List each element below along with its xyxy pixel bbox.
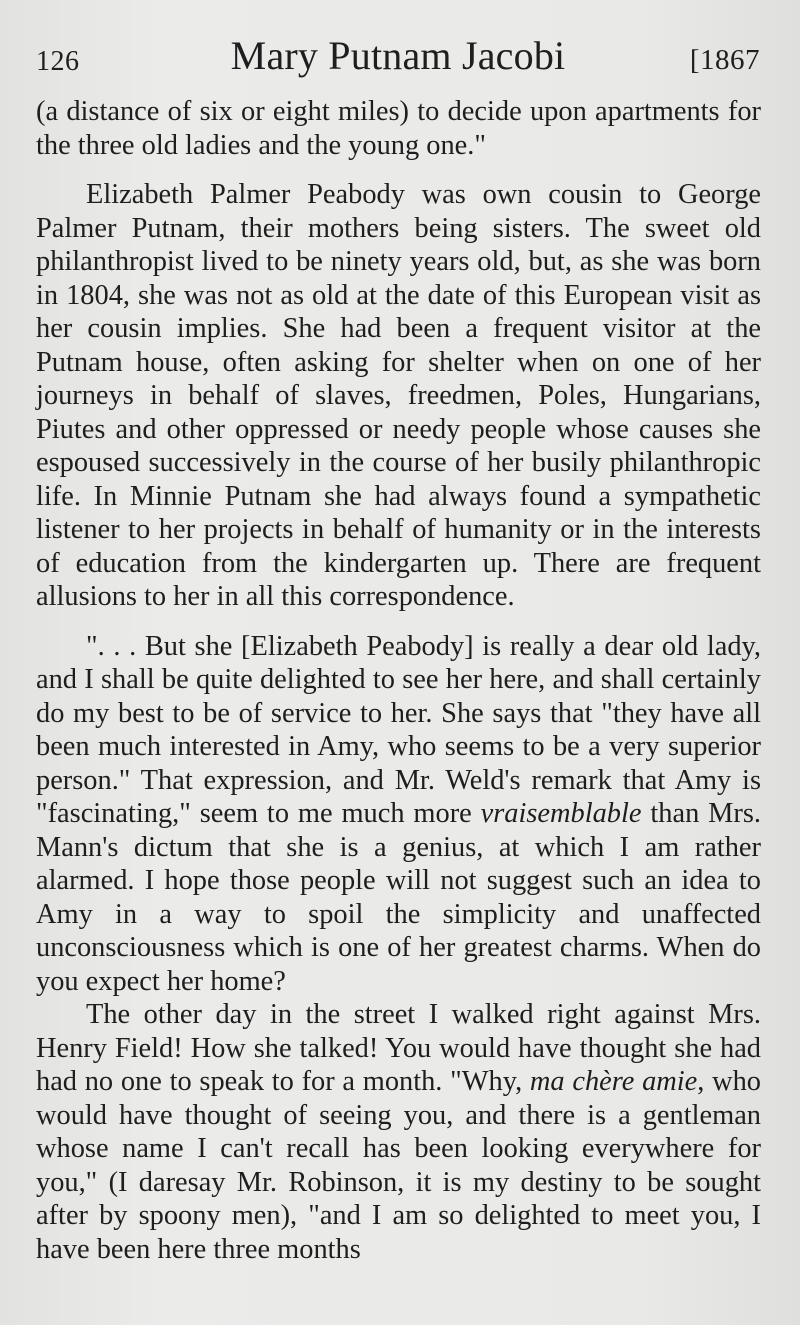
running-header [36, 28, 760, 78]
italic-phrase: vraisemblable [480, 798, 642, 829]
paragraph-continued: (a distance of six or eight miles) to decide upon apartments for the three old ladies and the young one." [36, 96, 761, 161]
paragraph-text-after: than Mrs. Mann's dictum that she is a genius, at which I am rather alarmed. I hope those people will not suggest such an idea to Amy in a way to spoil the simplicity and unaffected unconsciousness which is one of her greatest charms. When do you expect her home? [36, 798, 761, 997]
paragraph-text-before: ". . . But she [Elizabeth Peabody] is really a dear old lady, and I shall be quite delighted to see her here, and shall certainly do my best to be of service to her. She says that "they have all been much interested in Amy, who seems to be a very superior person." That expression, and Mr. Weld's remark that Amy is "fascinating," seem to me much more [36, 630, 761, 829]
paragraph-text-after: , who would have thought of seeing you, and there is a gentleman whose name I can't recall has been looking everywhere for you," (I daresay Mr. Robinson, it is my destiny to be sought after by spoony men), "and I am so delighted to meet you, I have been here three months [36, 1066, 761, 1265]
page-number: 126 [36, 46, 80, 77]
paragraph-letter-excerpt [36, 630, 761, 999]
paragraph-mrs-field [36, 998, 761, 1266]
year-label: [1867 [689, 44, 760, 76]
italic-phrase: ma chère amie [529, 1066, 698, 1097]
paragraph-text-before: The other day in the street I walked right against Mrs. Henry Field! How she talked! You would have thought she had had no one to speak to for a month. "Why, [36, 999, 761, 1097]
running-title: Mary Putnam Jacobi [230, 33, 566, 78]
body-text [36, 95, 761, 1266]
paragraph-peabody: Elizabeth Palmer Peabody was own cousin to George Palmer Putnam, their mothers being sisters. The sweet old philanthropist lived to be ninety years old, but, as she was born in 1804, she was not as old at the date of this European visit as her cousin implies. She had been a frequent visitor at the Putnam house, often asking for shelter when on one of her journeys in behalf of slaves, freedmen, Poles, Hungarians, Piutes and other oppressed or needy people whose causes she espoused successively in the course of her busily philanthropic life. In Minnie Putnam she had always found a sympathetic listener to her projects in behalf of humanity or in the interests of education from the kindergarten up. There are frequent allusions to her in all this correspondence. [36, 179, 761, 612]
